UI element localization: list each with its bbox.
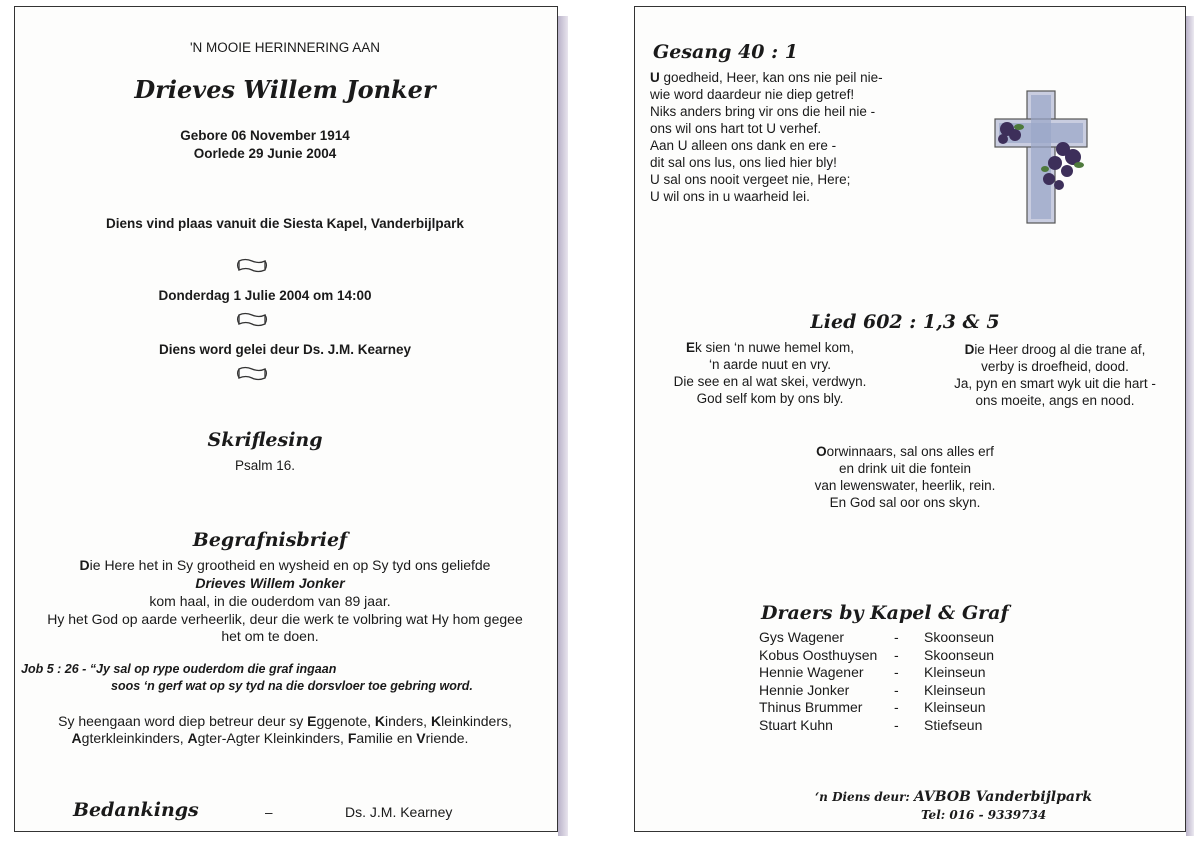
list-item: Hennie Wagener - Kleinseun — [759, 664, 986, 680]
right-page — [634, 6, 1186, 832]
service-by-label: ‘n Diens deur: — [815, 790, 910, 804]
deceased-name: Drieves Willem Jonker — [134, 75, 436, 104]
verse-line-1: Job 5 : 26 - “Jy sal op rype ouderdom die graf ingaan — [21, 662, 337, 676]
song-verse-right: Die Heer droog al die trane af, verby is droefheid, dood. Ja, pyn en smart wyk uit die hart - ons moeite, angs en nood. — [954, 342, 1156, 408]
service-by-company: AVBOB Vanderbijlpark — [914, 789, 1093, 805]
letter-line-1 — [15, 557, 555, 575]
song-verse-left: Ek sien ‘n nuwe hemel kom, ‘n aarde nuut en vry. Die see en al wat skei, verdwyn. God self kom by ons bly. — [673, 340, 867, 406]
intro-text: 'N MOOIE HERINNERING AAN — [189, 40, 381, 55]
thanks-heading: Bedankings — [73, 799, 199, 821]
death-date: Oorlede 29 Junie 2004 — [193, 146, 337, 161]
list-item: Kobus Oosthuysen - Skoonseun — [759, 646, 995, 663]
reading-text: Psalm 16. — [234, 458, 296, 473]
letter-line-4: Hy het God op aarde verheerlik, deur die werk te volbring wat Hy hom gegee — [47, 611, 523, 627]
list-item: Stuart Kuhn - Stiefseun — [759, 716, 983, 733]
letter-heading: Begrafnisbrief — [192, 529, 348, 551]
mourners-line-2: Agterkleinkinders, Agter-Agter Kleinkinders, Familie en Vriende. — [71, 730, 469, 746]
hymn-heading: Gesang 40 : 1 — [653, 41, 798, 63]
hymn-text: U goedheid, Heer, kan ons nie peil nie- wie word daardeur nie diep getref! Niks anders bring vir ons die heil nie - ons wil ons hart tot U verhef. Aan U alleen ons dank en ere - dit sal ons lus, ons lied hier bly! U sal ons nooit vergeet nie, Here; U wil ons in u waarheid lei. — [650, 70, 883, 204]
bearers-list — [759, 629, 994, 734]
service-date: Donderdag 1 Julie 2004 om 14:00 — [158, 288, 372, 303]
letter-line-1-text: ie Here het in Sy grootheid en wysheid en op Sy tyd ons geliefde — [89, 557, 491, 573]
thanks-name: Ds. J.M. Kearney — [345, 804, 453, 820]
scroll-ornament-icon — [235, 365, 269, 383]
page-shadow-right — [1186, 16, 1194, 836]
song-verse-bottom: Oorwinnaars, sal ons alles erf en drink uit die fontein van lewenswater, heerlik, rein. En God sal oor ons skyn. — [814, 444, 996, 510]
thanks-dash: – — [265, 805, 273, 820]
officiant: Diens word gelei deur Ds. J.M. Kearney — [158, 342, 412, 357]
list-item: Thinus Brummer - Kleinseun — [759, 699, 986, 715]
song-heading: Lied 602 : 1,3 & 5 — [810, 311, 1000, 333]
drop-letter: D — [79, 557, 90, 573]
telephone: Tel: 016 - 9339734 — [921, 808, 1047, 822]
service-place: Diens vind plaas vanuit die Siesta Kapel, Vanderbijlpark — [106, 216, 464, 231]
birth-date: Gebore 06 November 1914 — [180, 128, 350, 143]
left-page — [14, 6, 558, 832]
bearers-heading: Draers by Kapel & Graf — [761, 602, 1009, 624]
letter-name: Drieves Willem Jonker — [195, 575, 345, 591]
floral-cross-icon — [993, 89, 1089, 230]
reading-heading: Skriflesing — [207, 429, 323, 451]
service-by — [815, 789, 1092, 805]
mourners-line-1: Sy heengaan word diep betreur deur sy Eggenote, Kinders, Kleinkinders, — [58, 713, 512, 729]
verse-line-2: soos ‘n gerf wat op sy tyd na die dorsvloer toe gebring word. — [111, 679, 473, 693]
scroll-ornament-icon — [235, 311, 269, 329]
page-shadow-left — [558, 16, 568, 836]
letter-line-5: het om te doen. — [221, 628, 319, 644]
list-item: Gys Wagener - Skoonseun — [759, 629, 995, 645]
letter-line-3: kom haal, in die ouderdom van 89 jaar. — [149, 593, 391, 609]
scroll-ornament-icon — [235, 257, 269, 275]
list-item: Hennie Jonker - Kleinseun — [759, 681, 986, 698]
